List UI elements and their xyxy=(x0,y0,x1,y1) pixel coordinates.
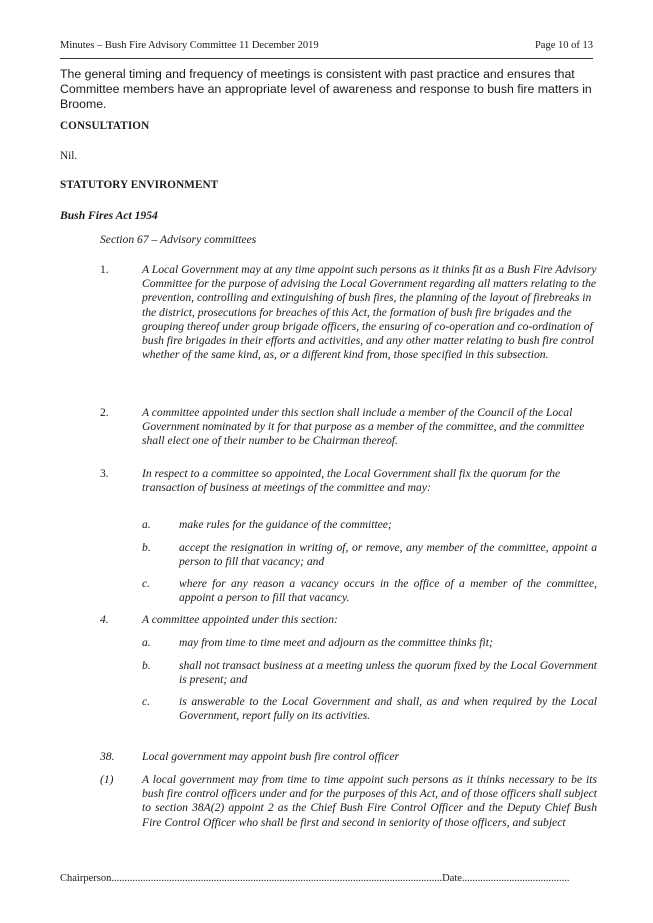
signature-footer xyxy=(60,873,570,884)
statutory-heading: STATUTORY ENVIRONMENT xyxy=(60,179,219,191)
item-text: In respect to a committee so appointed, the Local Government shall fix the quorum for the transaction of business at meetings of the committee and may: xyxy=(142,467,561,495)
sub-item-letter: b. xyxy=(142,541,151,554)
page-header xyxy=(60,40,593,56)
sub-item-letter: b. xyxy=(142,659,151,672)
section-38-title: Local government may appoint bush fire control officer xyxy=(142,750,400,763)
sub-item-letter: a. xyxy=(142,636,151,649)
item-number: 1. xyxy=(100,263,109,276)
page-number: Page 10 of 13 xyxy=(534,40,593,51)
item-number: 4. xyxy=(100,613,109,626)
chairperson-line: .............................................................................................................................. xyxy=(111,873,443,884)
sub-item-letter: a. xyxy=(142,518,151,531)
sub-item-letter: c. xyxy=(142,577,151,590)
item-text: A committee appointed under this section: xyxy=(142,613,338,626)
sub-item-letter: c. xyxy=(142,695,151,708)
section-67-title: Section 67 – Advisory committees xyxy=(100,233,257,246)
act-title: Bush Fires Act 1954 xyxy=(60,209,158,222)
consultation-heading: CONSULTATION xyxy=(60,120,150,132)
item-number: 3. xyxy=(100,467,109,480)
consultation-text: Nil. xyxy=(60,150,78,162)
header-divider xyxy=(60,58,593,59)
date-line: ......................................... xyxy=(461,873,570,884)
item-text: A committee appointed under this section shall include a member of the Council of the Local Government nominated by it for that purpose as a member of the committee, and the committee shall elect one of their number to be Chairman thereof. xyxy=(142,406,585,448)
intro-paragraph: The general timing and frequency of meetings is consistent with past practice and ensures that Committee members have an appropriate level of awareness and response to bush fire matters in Broome. xyxy=(60,67,592,112)
item-text: A Local Government may at any time appoint such persons as it thinks fit as a Bush Fire Advisory Committee for the purpose of advising the Local Government regarding all matters relating to the prevention, controlling and extinguishing of bush fires, the planning of the layout of firebreaks in the district, prosecutions for breaches of this Act, the formation of bush fire brigades and the grouping thereof under group brigade officers, the ensuring of co-operation and co-ordination of bush fire brigades in their efforts and activities, and any other matter relating to bush fire control whether of the same kind, as, or a different kind from, those specified in this subsection. xyxy=(142,263,597,362)
section-38-sub-text: A local government may from time to time appoint such persons as it thinks necessary to be its bush fire control officers under and for the purposes of this Act, and of those officers shall subject to section 38A(2) appoint 2 as the Chief Bush Fire Control Officer and the Deputy Chief Bush Fire Control Officer who shall be first and second in seniority of those officers, and subject xyxy=(142,773,597,829)
sub-item-text: shall not transact business at a meeting unless the quorum fixed by the Local Government is present; and xyxy=(179,659,597,687)
sub-item-text: accept the resignation in writing of, or remove, any member of the committee, appoint a person to fill that vacancy; and xyxy=(179,541,597,569)
sub-item-text: make rules for the guidance of the committee; xyxy=(179,518,392,531)
date-label: Date xyxy=(442,873,462,884)
chairperson-label: Chairperson xyxy=(60,873,112,884)
header-title: Minutes – Bush Fire Advisory Committee 11 December 2019 xyxy=(60,40,319,51)
section-38-number: 38. xyxy=(100,750,115,763)
section-38-sub-number: (1) xyxy=(100,773,114,786)
sub-item-text: may from time to time meet and adjourn as the committee thinks fit; xyxy=(179,636,493,649)
sub-item-text: where for any reason a vacancy occurs in the office of a member of the committee, appoint a person to fill that vacancy. xyxy=(179,577,597,605)
item-number: 2. xyxy=(100,406,109,419)
sub-item-text: is answerable to the Local Government and shall, as and when required by the Local Government, report fully on its activities. xyxy=(179,695,597,723)
